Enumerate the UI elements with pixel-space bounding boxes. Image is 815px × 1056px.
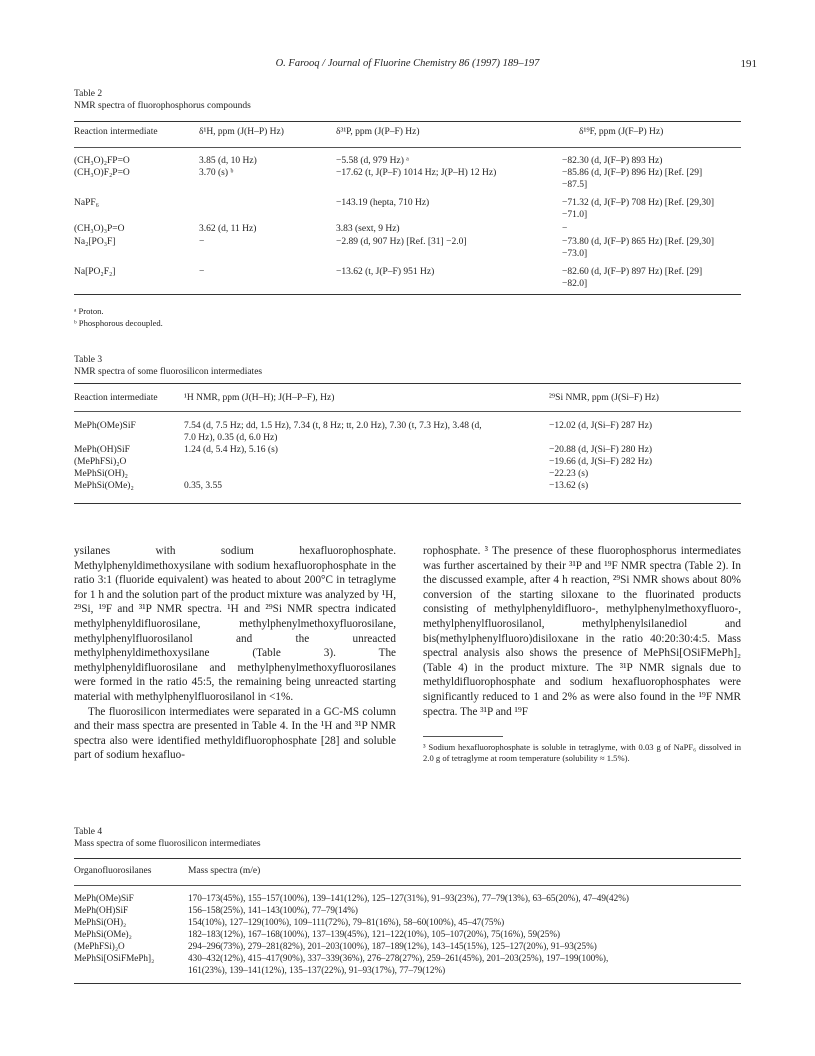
footnote-rule bbox=[423, 736, 503, 737]
table2-caption bbox=[74, 88, 251, 112]
table-cell: MePhSi[OSiFMePh]₂ bbox=[74, 953, 155, 963]
table-cell: 156–158(25%), 141–143(100%), 77–79(14%) bbox=[188, 905, 358, 915]
table2-col-header: δ³¹P, ppm (J(P–F) Hz) bbox=[336, 127, 420, 137]
table3-title: NMR spectra of some fluorosilicon intermediates bbox=[74, 367, 263, 377]
table-cell: −143.19 (hepta, 710 Hz) bbox=[336, 198, 430, 208]
table-cell: 1.24 (d, 5.4 Hz), 5.16 (s) bbox=[184, 445, 278, 455]
table3-bottom-rule bbox=[74, 503, 741, 504]
table-cell: MePhSi(OMe)₂ bbox=[74, 481, 134, 491]
table-cell: −71.0] bbox=[562, 210, 588, 220]
table-row bbox=[74, 905, 741, 917]
table-cell: MePh(OMe)SiF bbox=[74, 893, 134, 903]
table4-header-row bbox=[74, 866, 741, 880]
table-row bbox=[74, 210, 741, 222]
table4-label: Table 4 bbox=[74, 827, 103, 837]
table3-body bbox=[74, 421, 741, 501]
body-paragraph: rophosphate. ³ The presence of these fluorophosphorus intermediates was further ascertained by their ³¹P and ¹⁹F NMR spectra (Table 2). In the discussed example, after 4 h reaction, ²⁹Si NMR shows about 80% conversion of the starting siloxane to the fluorinated products consisting of methylphenyldifluoro-, methylphenylmethoxyfluoro-, methylphenylfluorosilanol, methylphenylsilanediol and bis(methylphenylfluoro)disiloxane in the ratio 40:20:30:4:5. Mass spectral analysis also shows the presence of MePhSi[OSiFMePh]₂ (Table 4) in the product mixture. The ³¹P NMR signals due to methyldifluorophosphate and sodium hexafluorophosphates were significantly reduced to 1 and 2% as were also found in the ¹⁹F NMR spectra. The ³¹P and ¹⁹F bbox=[423, 545, 741, 718]
table2-bottom-rule bbox=[74, 294, 741, 295]
table-cell: MePhSi(OH)₂ bbox=[74, 917, 127, 927]
table-cell: −17.62 (t, J(P–F) 1014 Hz; J(P–H) 12 Hz) bbox=[336, 168, 497, 178]
table-cell: 161(23%), 139–141(12%), 135–137(22%), 91–93(17%), 77–79(12%) bbox=[188, 965, 446, 975]
table4-header-rule bbox=[74, 885, 741, 886]
table-row bbox=[74, 445, 741, 457]
table-cell: −12.02 (d, J(Si–F) 287 Hz) bbox=[549, 421, 652, 431]
table2-top-rule bbox=[74, 121, 741, 122]
table-row bbox=[74, 965, 741, 977]
table-cell: (CH₃O)F₂P=O bbox=[74, 168, 130, 178]
journal-citation: O. Farooq / Journal of Fluorine Chemistry 86 (1997) 189–197 bbox=[275, 58, 540, 69]
table-cell: −73.80 (d, J(F–P) 865 Hz) [Ref. [29,30] bbox=[562, 237, 715, 247]
page-number: 191 bbox=[740, 58, 757, 70]
table-row bbox=[74, 267, 741, 279]
table-cell: −73.0] bbox=[562, 249, 588, 259]
table2-col-header: δ¹H, ppm (J(H–P) Hz) bbox=[199, 127, 284, 137]
table-row bbox=[74, 224, 741, 236]
table-cell: 182–183(12%), 167–168(100%), 137–139(45%), 121–122(10%), 105–107(20%), 75(16%), 59(25%) bbox=[188, 929, 561, 939]
table-row bbox=[74, 168, 741, 180]
table-cell: −82.30 (d, J(F–P) 893 Hz) bbox=[562, 156, 663, 166]
table-cell: (MePhFSi)₂O bbox=[74, 457, 127, 467]
table3-top-rule bbox=[74, 383, 741, 384]
body-paragraph: ysilanes with sodium hexafluorophosphate. Methylphenyldimethoxysilane with sodium hexafluorophosphate in the ratio 3:1 (fluoride equivalent) was heated to about 200°C in tetraglyme for 1 h and the solution part of the product mixture was analyzed by ¹H, ²⁹Si, ¹⁹F and ³¹P NMR spectra. ¹H and ²⁹Si NMR spectra indicated methylphenyldifluorosilane, methylphenylmethoxyfluorosilane, methylphenylfluorosilanol and the unreacted methylphenyldimethoxysilane (Table 3). The methylphenyldifluorosilane and methylphenylmethoxyfluorosilanes were formed in the ratio 45:5, the remaining being unreacted starting material with methylphenylfluorosilanol in <1%. bbox=[74, 545, 396, 703]
table2-footnotes bbox=[74, 305, 163, 329]
table-cell: 3.85 (d, 10 Hz) bbox=[199, 156, 257, 166]
table-row bbox=[74, 893, 741, 905]
table-cell: − bbox=[562, 224, 568, 234]
table-cell: Na[PO₂F₂] bbox=[74, 267, 116, 277]
table-row bbox=[74, 433, 741, 445]
table2-col-header: Reaction intermediate bbox=[74, 127, 158, 137]
table4-col-header: Organofluorosilanes bbox=[74, 866, 152, 876]
table-row bbox=[74, 237, 741, 249]
table-cell: MePh(OMe)SiF bbox=[74, 421, 136, 431]
table-cell: 3.70 (s) ᵇ bbox=[199, 168, 234, 178]
table4-body bbox=[74, 893, 741, 983]
table-cell: 7.0 Hz), 0.35 (d, 6.0 Hz) bbox=[184, 433, 278, 443]
table3-header-rule bbox=[74, 411, 741, 412]
table-cell: MePh(OH)SiF bbox=[74, 445, 130, 455]
table2-body bbox=[74, 156, 741, 301]
footnote: ³ Sodium hexafluorophosphate is soluble in tetraglyme, with 0.03 g of NaPF₆ dissolved in 2.0 g of tetraglyme at room temperature (solubility ≈ 1.5%). bbox=[423, 742, 741, 763]
table-cell: 154(10%), 127–129(100%), 109–111(72%), 79–81(16%), 58–60(100%), 45–47(75%) bbox=[188, 917, 505, 927]
table-row bbox=[74, 421, 741, 433]
table-cell: 3.83 (sext, 9 Hz) bbox=[336, 224, 400, 234]
table2-col-header: δ¹⁹F, ppm (J(F–P) Hz) bbox=[579, 127, 664, 137]
table-cell: (MePhFSi)₂O bbox=[74, 941, 125, 951]
table-cell: −19.66 (d, J(Si–F) 282 Hz) bbox=[549, 457, 652, 467]
table4-bottom-rule bbox=[74, 983, 741, 984]
body-column-left bbox=[74, 544, 396, 763]
table-cell: − bbox=[199, 237, 205, 247]
table2-label: Table 2 bbox=[74, 89, 103, 99]
table3-header-row bbox=[74, 393, 741, 407]
running-header bbox=[0, 58, 815, 74]
table-row bbox=[74, 198, 741, 210]
table-cell: −22.23 (s) bbox=[549, 469, 589, 479]
table4-top-rule bbox=[74, 858, 741, 859]
table4-caption bbox=[74, 826, 261, 850]
table3-caption bbox=[74, 354, 262, 378]
table3-label: Table 3 bbox=[74, 355, 103, 365]
table3-col-header: ²⁹Si NMR, ppm (J(Si–F) Hz) bbox=[549, 393, 659, 403]
table-cell: 430–432(12%), 415–417(90%), 337–339(36%), 276–278(27%), 259–261(45%), 201–203(25%), 197–199(100%), bbox=[188, 953, 609, 963]
table-cell: 0.35, 3.55 bbox=[184, 481, 222, 491]
table-row bbox=[74, 917, 741, 929]
table-cell: 294–296(73%), 279–281(82%), 201–203(100%), 187–189(12%), 143–145(15%), 125–127(20%), 91–93(25%) bbox=[188, 941, 597, 951]
table3-col-header: Reaction intermediate bbox=[74, 393, 158, 403]
table-cell: MePhSi(OMe)₂ bbox=[74, 929, 132, 939]
table-row bbox=[74, 929, 741, 941]
table-cell: 3.62 (d, 11 Hz) bbox=[199, 224, 257, 234]
table4-col-header: Mass spectra (m/e) bbox=[188, 866, 261, 876]
body-column-right bbox=[423, 544, 741, 719]
table-cell: −13.62 (s) bbox=[549, 481, 589, 491]
table-cell: −20.88 (d, J(Si–F) 280 Hz) bbox=[549, 445, 652, 455]
table-row bbox=[74, 953, 741, 965]
table-cell: Na₂[PO₃F] bbox=[74, 237, 116, 247]
table-row bbox=[74, 481, 741, 493]
table-cell: (CH₃O)₃P=O bbox=[74, 224, 125, 234]
table-cell: 170–173(45%), 155–157(100%), 139–141(12%), 125–127(31%), 91–93(23%), 77–79(13%), 63–65(20%), 47–49(42%) bbox=[188, 893, 629, 903]
table4-title: Mass spectra of some fluorosilicon intermediates bbox=[74, 839, 261, 849]
table-cell: 7.54 (d, 7.5 Hz; dd, 1.5 Hz), 7.34 (t, 8 Hz; tt, 2.0 Hz), 7.30 (t, 7.3 Hz), 3.48 (d, bbox=[184, 421, 482, 431]
table2-footnote-b: ᵇ Phosphorous decoupled. bbox=[74, 318, 163, 328]
table-row bbox=[74, 180, 741, 192]
table2-title: NMR spectra of fluorophosphorus compounds bbox=[74, 101, 251, 111]
table3-col-header: ¹H NMR, ppm (J(H–H); J(H–P–F), Hz) bbox=[184, 393, 335, 403]
table-row bbox=[74, 941, 741, 953]
table-row bbox=[74, 249, 741, 261]
table-cell: MePhSi(OH)₂ bbox=[74, 469, 128, 479]
table-row bbox=[74, 279, 741, 291]
table2-header-row bbox=[74, 127, 741, 141]
table-cell: MePh(OH)SiF bbox=[74, 905, 129, 915]
table-cell: −2.89 (d, 907 Hz) [Ref. [31] −2.0] bbox=[336, 237, 467, 247]
table-row bbox=[74, 457, 741, 469]
table-cell: −87.5] bbox=[562, 180, 588, 190]
table-cell: −82.0] bbox=[562, 279, 588, 289]
table-cell: NaPF₆ bbox=[74, 198, 99, 208]
table-cell: −71.32 (d, J(F–P) 708 Hz) [Ref. [29,30] bbox=[562, 198, 715, 208]
table-cell: −13.62 (t, J(P–F) 951 Hz) bbox=[336, 267, 435, 277]
table-row bbox=[74, 156, 741, 168]
table2-footnote-a: ᵃ Proton. bbox=[74, 306, 104, 316]
table2-header-rule bbox=[74, 147, 741, 148]
table-cell: −82.60 (d, J(F–P) 897 Hz) [Ref. [29] bbox=[562, 267, 703, 277]
table-cell: (CH₃O)₂FP=O bbox=[74, 156, 130, 166]
body-paragraph: The fluorosilicon intermediates were separated in a GC-MS column and their mass spectra are presented in Table 4. In the ¹H and ³¹P NMR spectra also were identified methyldifluorophosphate [28] and soluble part of sodium hexafluo- bbox=[74, 705, 396, 762]
table-cell: −85.86 (d, J(F–P) 896 Hz) [Ref. [29] bbox=[562, 168, 703, 178]
table-cell: − bbox=[199, 267, 205, 277]
table-cell: −5.58 (d, 979 Hz) ᵃ bbox=[336, 156, 409, 166]
table-row bbox=[74, 469, 741, 481]
